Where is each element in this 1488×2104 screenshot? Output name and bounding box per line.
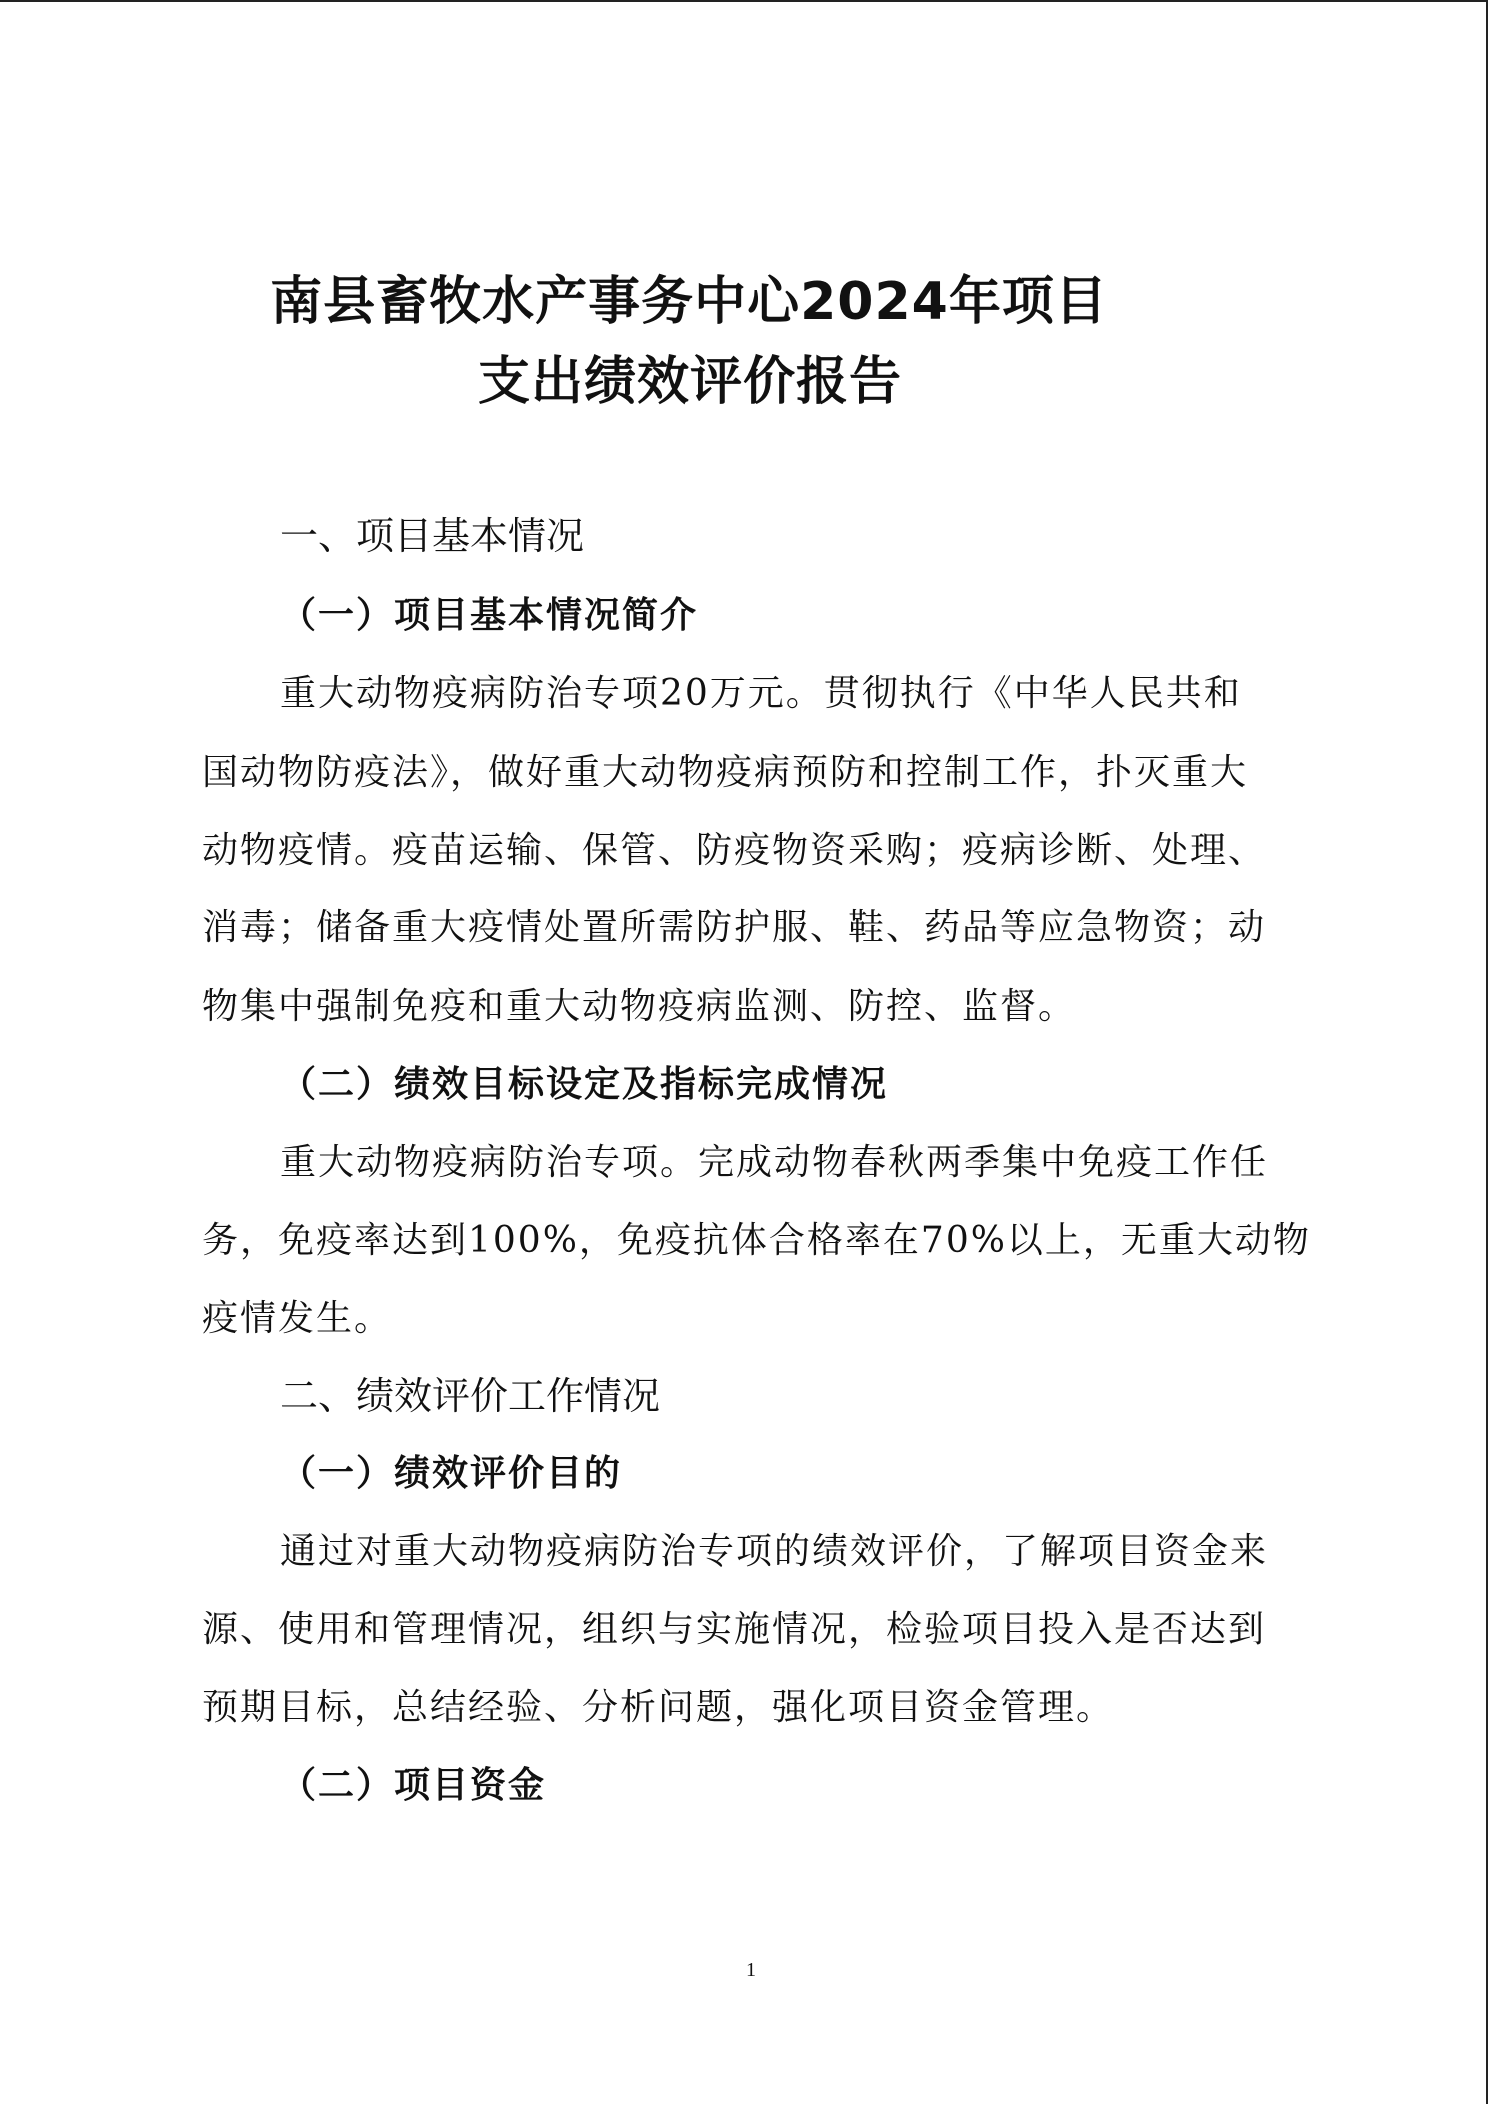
- paragraph-line: 疫情发生。: [202, 1298, 393, 1339]
- report-title-line-1: 南县畜牧水产事务中心2024年项目: [270, 272, 1108, 332]
- section-2-heading: 二、绩效评价工作情况: [280, 1374, 661, 1418]
- paragraph-line: 通过对重大动物疫病防治专项的绩效评价，了解项目资金来: [280, 1531, 1269, 1572]
- paragraph-line: 源、使用和管理情况，组织与实施情况，检验项目投入是否达到: [202, 1609, 1267, 1650]
- section-1-1-heading: （一）项目基本情况简介: [280, 595, 699, 636]
- paragraph-line: 重大动物疫病防治专项。完成动物春秋两季集中免疫工作任: [280, 1142, 1269, 1183]
- paragraph-line: 消毒；储备重大疫情处置所需防护服、鞋、药品等应急物资；动: [202, 907, 1267, 948]
- paragraph-line: 预期目标，总结经验、分析问题，强化项目资金管理。: [202, 1687, 1115, 1728]
- page-number: 1: [746, 1959, 756, 1981]
- section-2-2-heading: （二）项目资金: [280, 1765, 547, 1806]
- page-edge-top: [0, 0, 1488, 2]
- section-1-heading: 一、项目基本情况: [280, 514, 585, 558]
- paragraph-line: 国动物防疫法》，做好重大动物疫病预防和控制工作，扑灭重大: [202, 752, 1249, 793]
- report-title-line-2: 支出绩效评价报告: [477, 352, 902, 412]
- paragraph-line: 物集中强制免疫和重大动物疫病监测、防控、监督。: [202, 986, 1077, 1027]
- paragraph-line: 重大动物疫病防治专项20万元。贯彻执行《中华人民共和: [280, 673, 1242, 714]
- section-2-1-heading: （一）绩效评价目的: [280, 1453, 623, 1494]
- paragraph-line: 务，免疫率达到100%，免疫抗体合格率在70%以上，无重大动物: [202, 1220, 1311, 1261]
- paragraph-line: 动物疫情。疫苗运输、保管、防疫物资采购；疫病诊断、处理、: [202, 830, 1267, 871]
- section-1-2-heading: （二）绩效目标设定及指标完成情况: [280, 1064, 889, 1105]
